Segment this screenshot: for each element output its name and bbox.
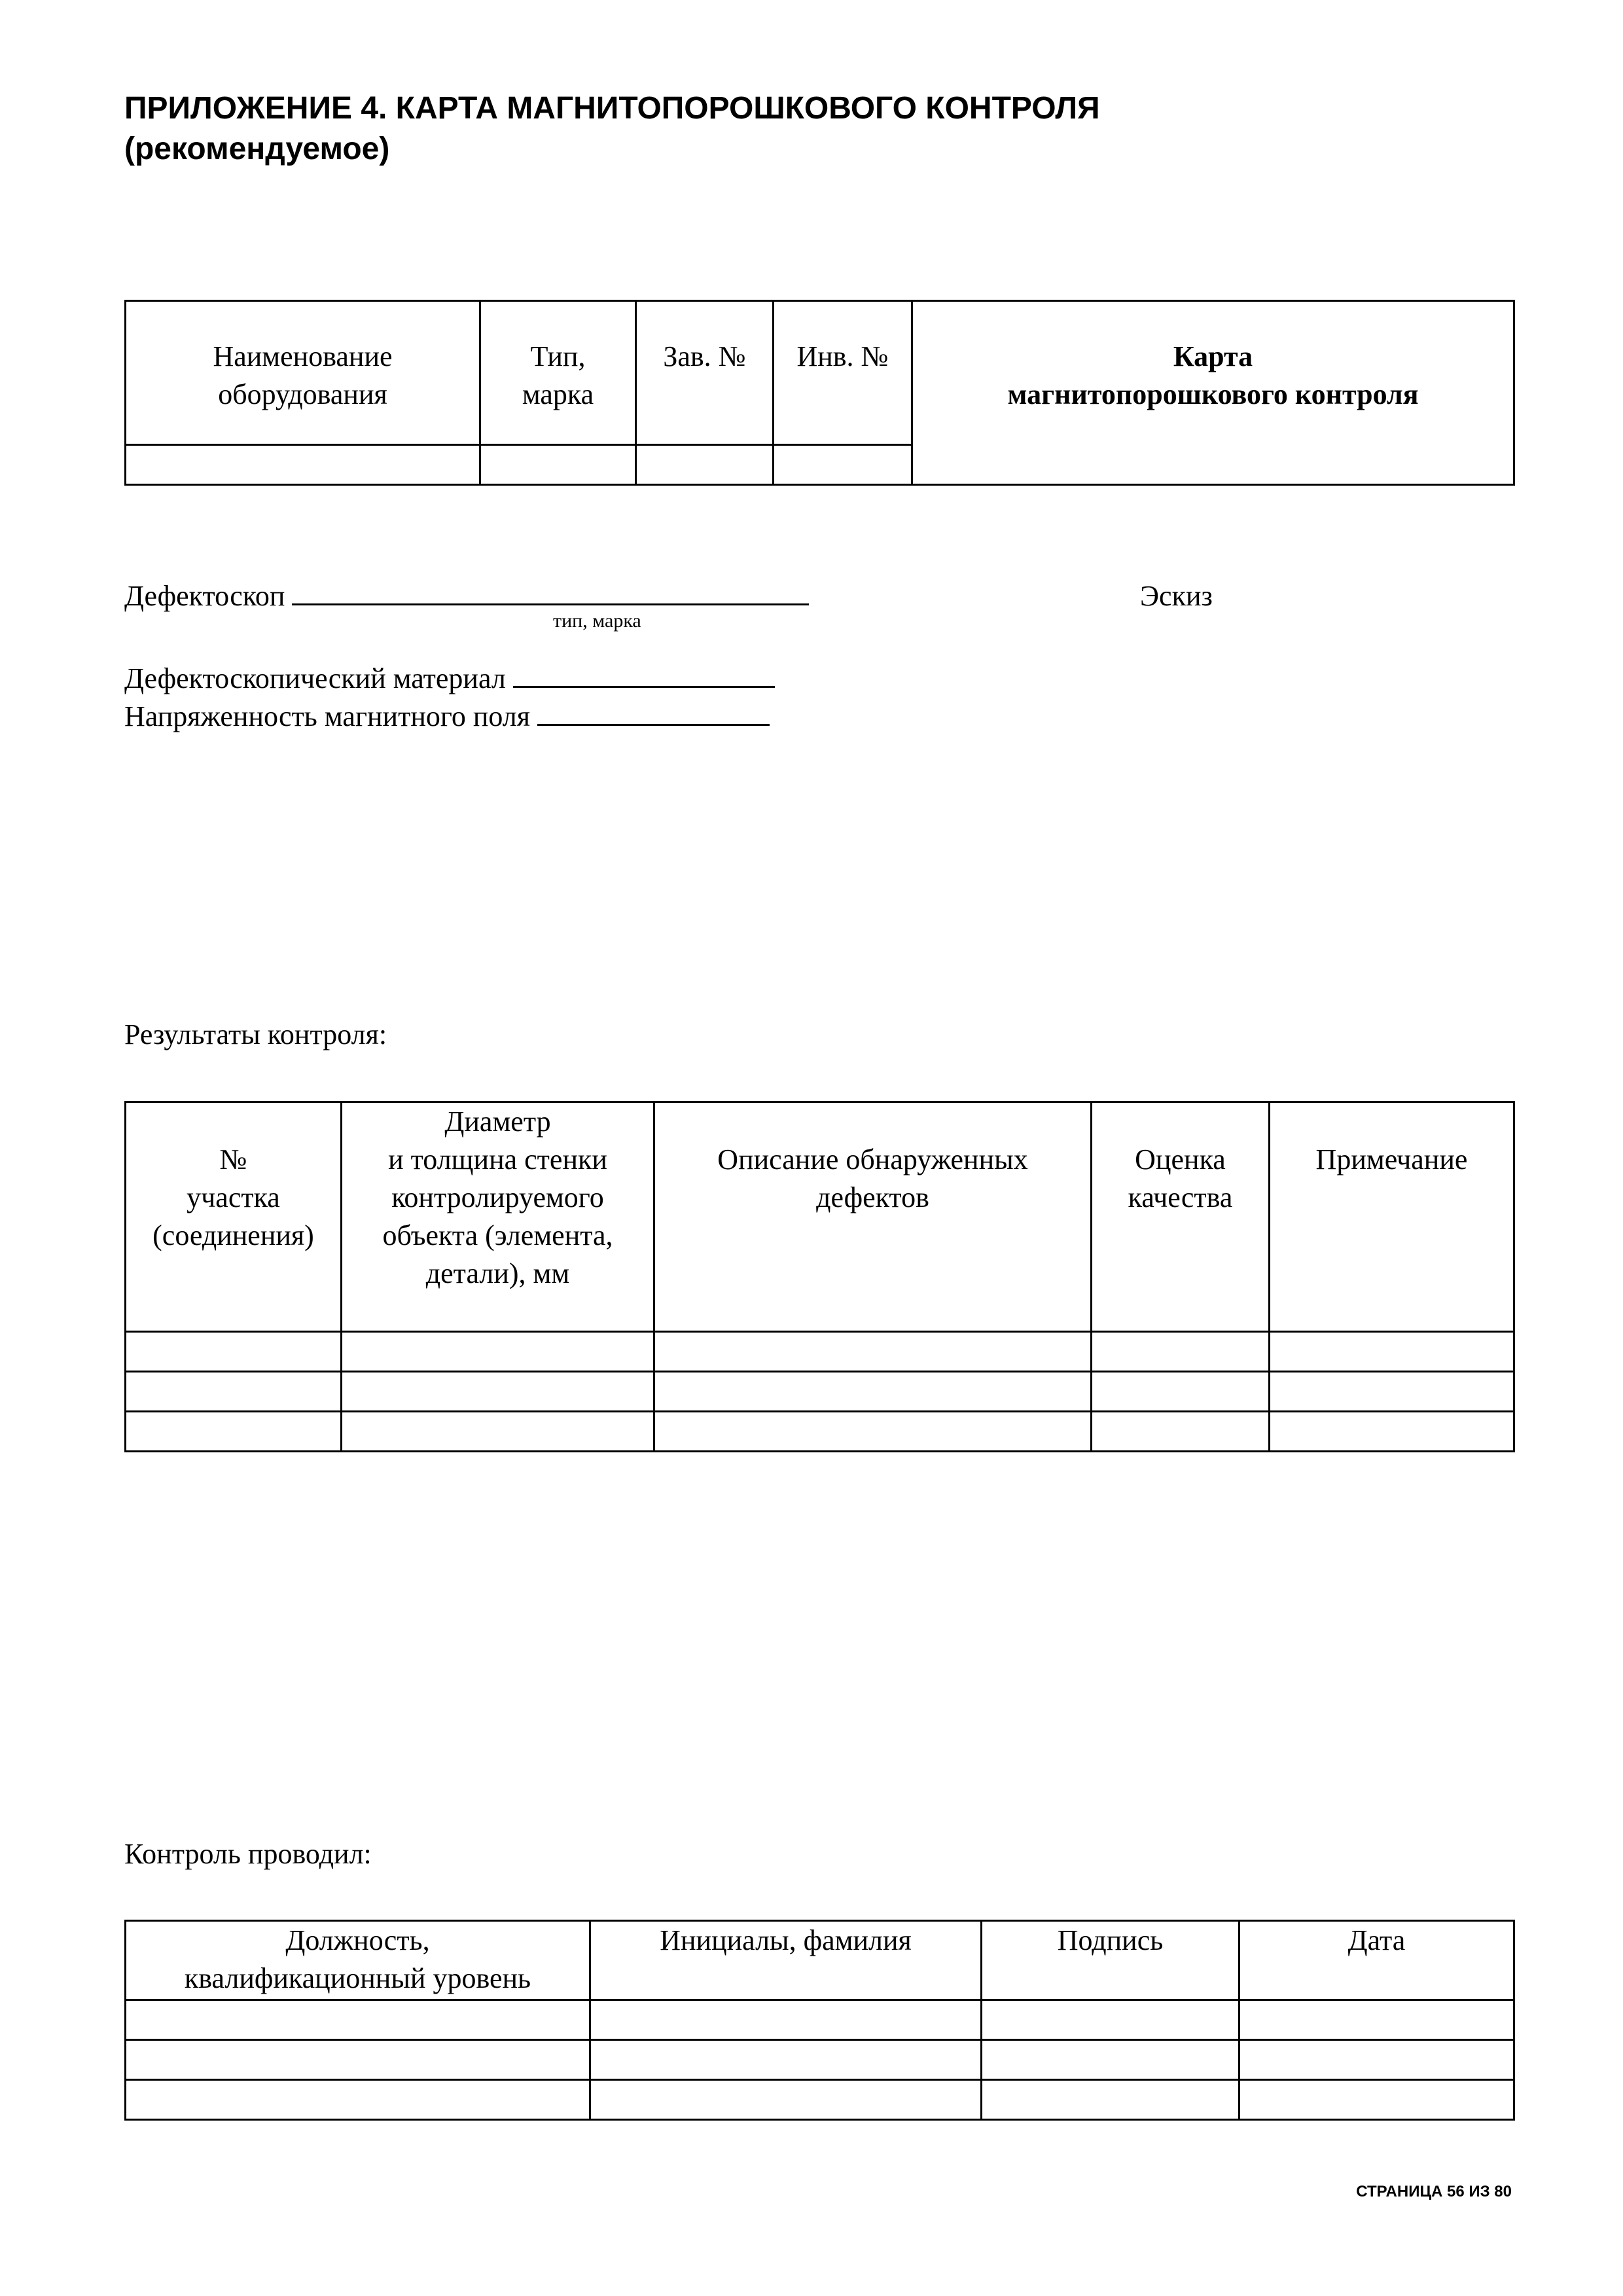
equipment-table — [124, 300, 1515, 486]
serial-number-cell[interactable] — [636, 445, 774, 485]
quality-assessment-header: Оценка качества — [1092, 1102, 1270, 1332]
table-row — [126, 2040, 1514, 2080]
results-label: Результаты контроля: — [124, 1018, 387, 1050]
heading-subtitle: (рекомендуемое) — [124, 132, 390, 166]
section-number-header: № участка (соединения) — [126, 1102, 342, 1332]
inspector-label: Контроль проводил: — [124, 1838, 372, 1870]
type-brand-header: Тип, марка — [480, 301, 636, 445]
sketch-label: Эскиз — [1140, 580, 1213, 612]
field-strength-field — [124, 698, 770, 736]
flaw-detector-input-line[interactable] — [292, 577, 809, 605]
defects-description-header: Описание обнаруженных дефектов — [654, 1102, 1092, 1332]
table-row — [126, 2080, 1514, 2120]
field-strength-label: Напряженность магнитного поля — [124, 700, 530, 732]
field-strength-input-line[interactable] — [537, 698, 770, 726]
table-row — [126, 1372, 1514, 1412]
material-input-line[interactable] — [513, 660, 775, 688]
flaw-detector-label: Дефектоскоп — [124, 580, 285, 612]
date-header: Дата — [1240, 1921, 1514, 2000]
table-row — [126, 2000, 1514, 2040]
inventory-number-cell[interactable] — [774, 445, 912, 485]
initials-surname-header: Инициалы, фамилия — [590, 1921, 982, 2000]
equipment-name-cell[interactable] — [126, 445, 480, 485]
table-row — [126, 1412, 1514, 1452]
results-table — [124, 1101, 1515, 1452]
type-brand-cell[interactable] — [480, 445, 636, 485]
diameter-thickness-header: Диаметр и толщина стенки контролируемого объекта (элемента, детали), мм — [342, 1102, 654, 1332]
signature-header: Подпись — [982, 1921, 1240, 2000]
page-heading — [124, 88, 1100, 170]
serial-number-header: Зав. № — [636, 301, 774, 445]
page-number: СТРАНИЦА 56 ИЗ 80 — [1356, 2183, 1512, 2200]
flaw-detector-field — [124, 577, 809, 615]
heading-title: ПРИЛОЖЕНИЕ 4. КАРТА МАГНИТОПОРОШКОВОГО КОНТРОЛЯ — [124, 91, 1100, 126]
material-field — [124, 660, 775, 698]
table-row — [126, 1332, 1514, 1372]
inventory-number-header: Инв. № — [774, 301, 912, 445]
flaw-detector-hint: тип, марка — [553, 610, 641, 632]
material-label: Дефектоскопический материал — [124, 662, 506, 694]
card-title: Карта магнитопорошкового контроля — [912, 301, 1514, 485]
position-qualification-header: Должность, квалификационный уровень — [126, 1921, 590, 2000]
inspector-table — [124, 1920, 1515, 2121]
note-header: Примечание — [1270, 1102, 1514, 1332]
equipment-name-header: Наименование оборудования — [126, 301, 480, 445]
